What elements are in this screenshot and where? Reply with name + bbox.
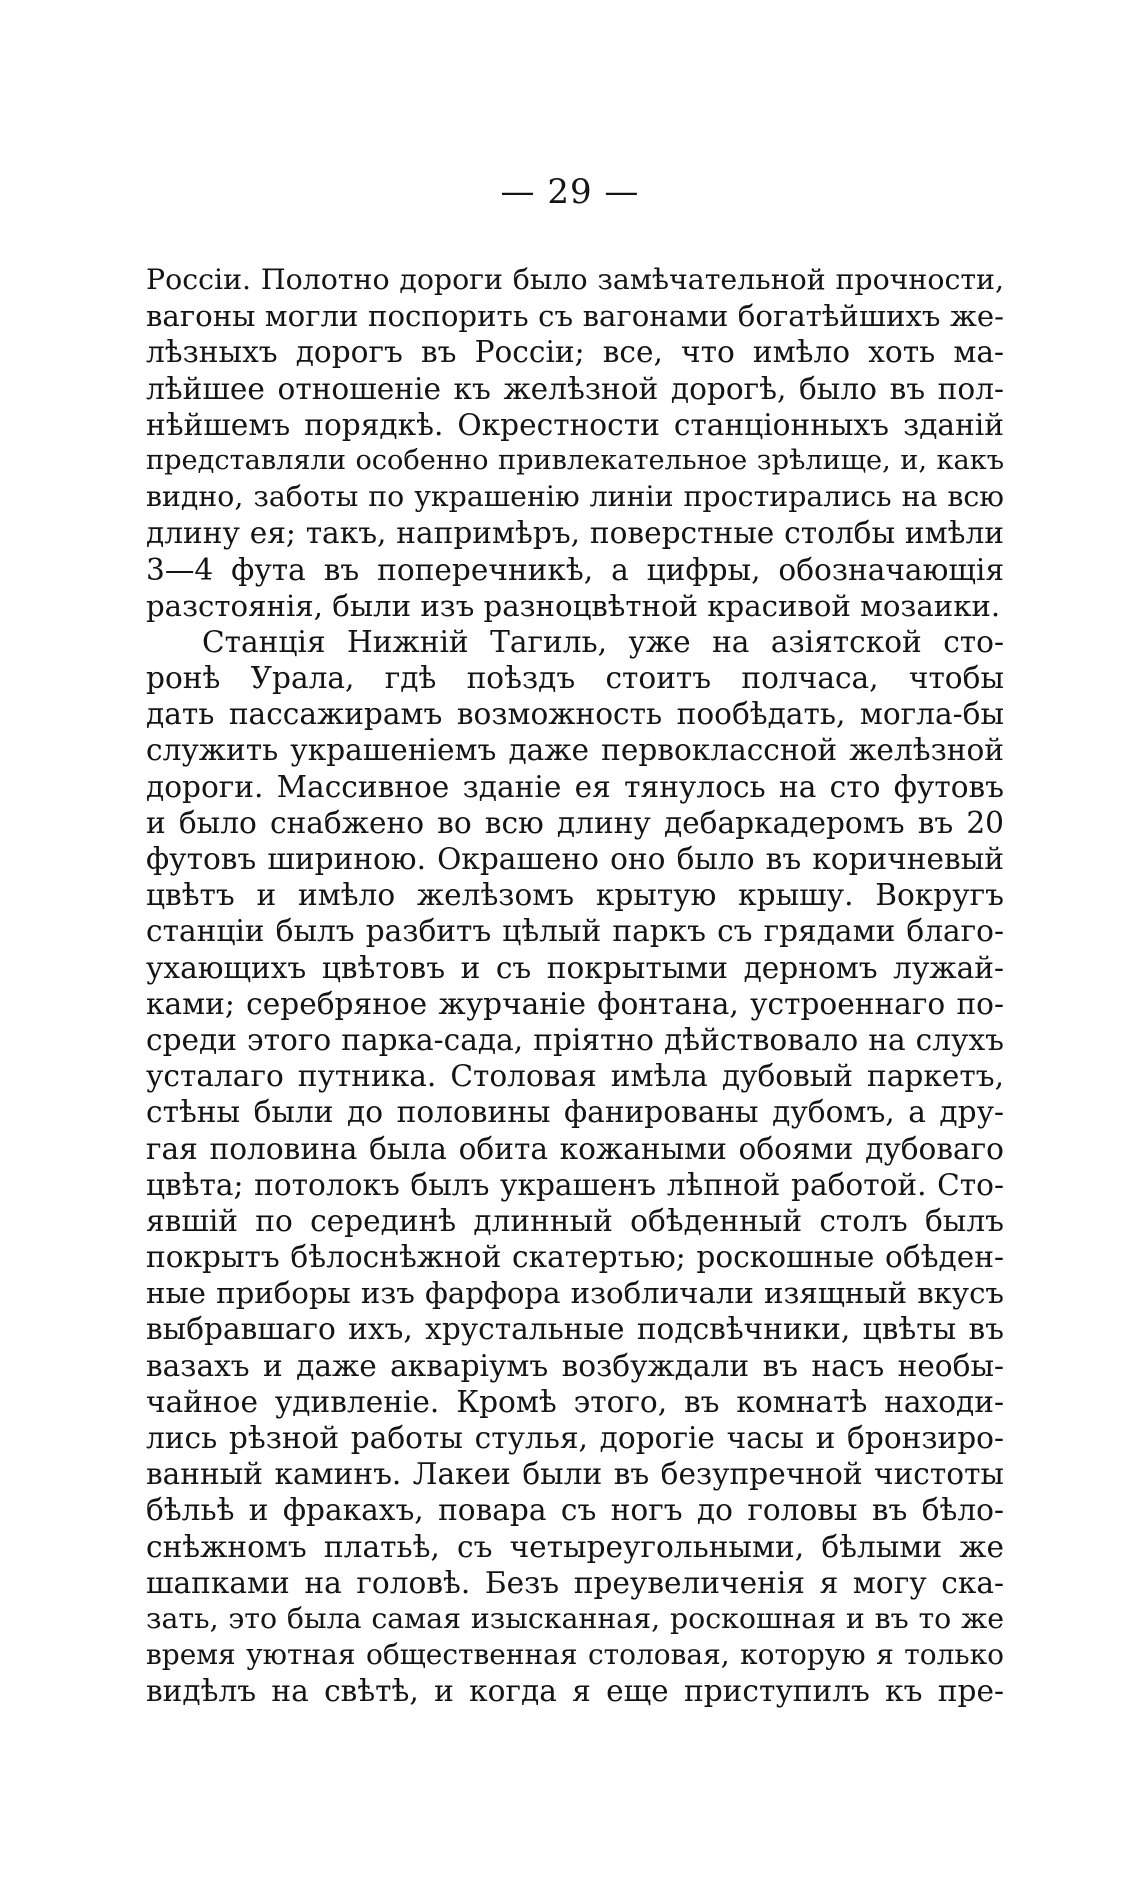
text-line: ками; серебряное журчаніе фонтана, устроеннаго по- [146,986,1004,1021]
text-line: цвѣтъ и имѣло желѣзомъ крытую крышу. Вокругъ [146,878,1004,913]
text-line: лѣйшее отношеніе къ желѣзной дорогѣ, было въ пол- [146,371,1004,406]
text-line: длину ея; такъ, напримѣръ, поверстные столбы имѣли [146,516,1004,551]
text-line: ванный каминъ. Лакеи были въ безупречной чистоты [146,1457,1004,1492]
text-line: время уютная общественная столовая, которую я только [146,1638,1004,1672]
text-line: футовъ шириною. Окрашено оно было въ коричневый [146,842,1004,876]
text-line: вагоны могли поспорить съ вагонами богатѣйшихъ же- [146,299,1004,334]
text-line: стѣны были до половины фанированы дубомъ, а дру- [146,1095,1004,1130]
text-line: лись рѣзной работы стулья, дорогіе часы и бронзиро- [146,1421,1004,1455]
page-number: — 29 — [500,172,640,212]
text-line: среди этого парка-сада, пріятно дѣйствовало на слухъ [146,1022,1004,1057]
text-line: видно, заботы по украшенію линіи простирались на всю [146,480,1004,514]
text-line: усталаго путника. Столовая имѣла дубовый паркетъ, [146,1059,1004,1094]
text-line: ухающихъ цвѣтовъ и съ покрытыми дерномъ лужай- [146,950,1004,985]
text-line: шапками на головѣ. Безъ преувеличенія я могу ска- [146,1565,1004,1600]
text-line: и было снабжено во всю длину дебаркадеромъ въ 20 [146,805,1004,840]
text-line: гая половина была обита кожаными обоями дубоваго [146,1131,1004,1166]
paragraph-first-line: Станція Нижній Тагиль, уже на азіятской сто- [202,624,1004,659]
text-line: зать, это была самая изысканная, роскошная и въ то же [146,1601,1004,1635]
text-line: представляли особенно привлекательное зрѣлище, и, какъ [146,444,1004,476]
text-line: явшій по серединѣ длинный обѣденный столъ былъ [146,1203,1004,1238]
text-line: цвѣта; потолокъ былъ украшенъ лѣпной работой. Сто- [146,1167,1004,1202]
text-line: служить украшеніемъ даже первоклассной желѣзной [146,733,1004,768]
text-line: Россіи. Полотно дороги было замѣчательной прочности, [146,263,1004,296]
text-line: выбравшаго ихъ, хрустальные подсвѣчники, цвѣты въ [146,1312,1004,1347]
text-line: видѣлъ на свѣтѣ, и когда я еще приступилъ къ пре- [146,1674,1004,1709]
text-line: снѣжномъ платьѣ, съ четыреугольными, бѣлыми же [146,1529,1004,1564]
text-line: разстоянія, были изъ разноцвѣтной красивой мозаики. [146,588,1001,623]
text-line: бѣльѣ и фракахъ, повара съ ногъ до головы въ бѣло- [146,1493,1004,1528]
text-line: лѣзныхъ дорогъ въ Россіи; все, что имѣло хоть ма- [146,335,1004,370]
text-line: 3—4 фута въ поперечникѣ, а цифры, обозначающія [146,552,1004,587]
text-line: дороги. Массивное зданіе ея тянулось на сто футовъ [146,769,1004,804]
text-line: ные приборы изъ фарфора изобличали изящный вкусъ [146,1276,1004,1311]
text-line: чайное удивленіе. Кромѣ этого, въ комнатѣ находи- [146,1384,1004,1419]
text-line: вазахъ и даже акваріумъ возбуждали въ насъ необы- [146,1348,1004,1383]
text-line: дать пассажирамъ возможность пообѣдать, могла-бы [146,697,1004,732]
text-line: станціи былъ разбитъ цѣлый паркъ съ грядами благо- [146,914,1004,949]
text-line: покрытъ бѣлоснѣжной скатертью; роскошные обѣден- [146,1240,1004,1275]
body-text [146,262,1004,1710]
text-line: ронѣ Урала, гдѣ поѣздъ стоитъ полчаса, чтобы [146,661,1004,696]
text-line: нѣйшемъ порядкѣ. Окрестности станціонныхъ зданій [146,407,1004,442]
